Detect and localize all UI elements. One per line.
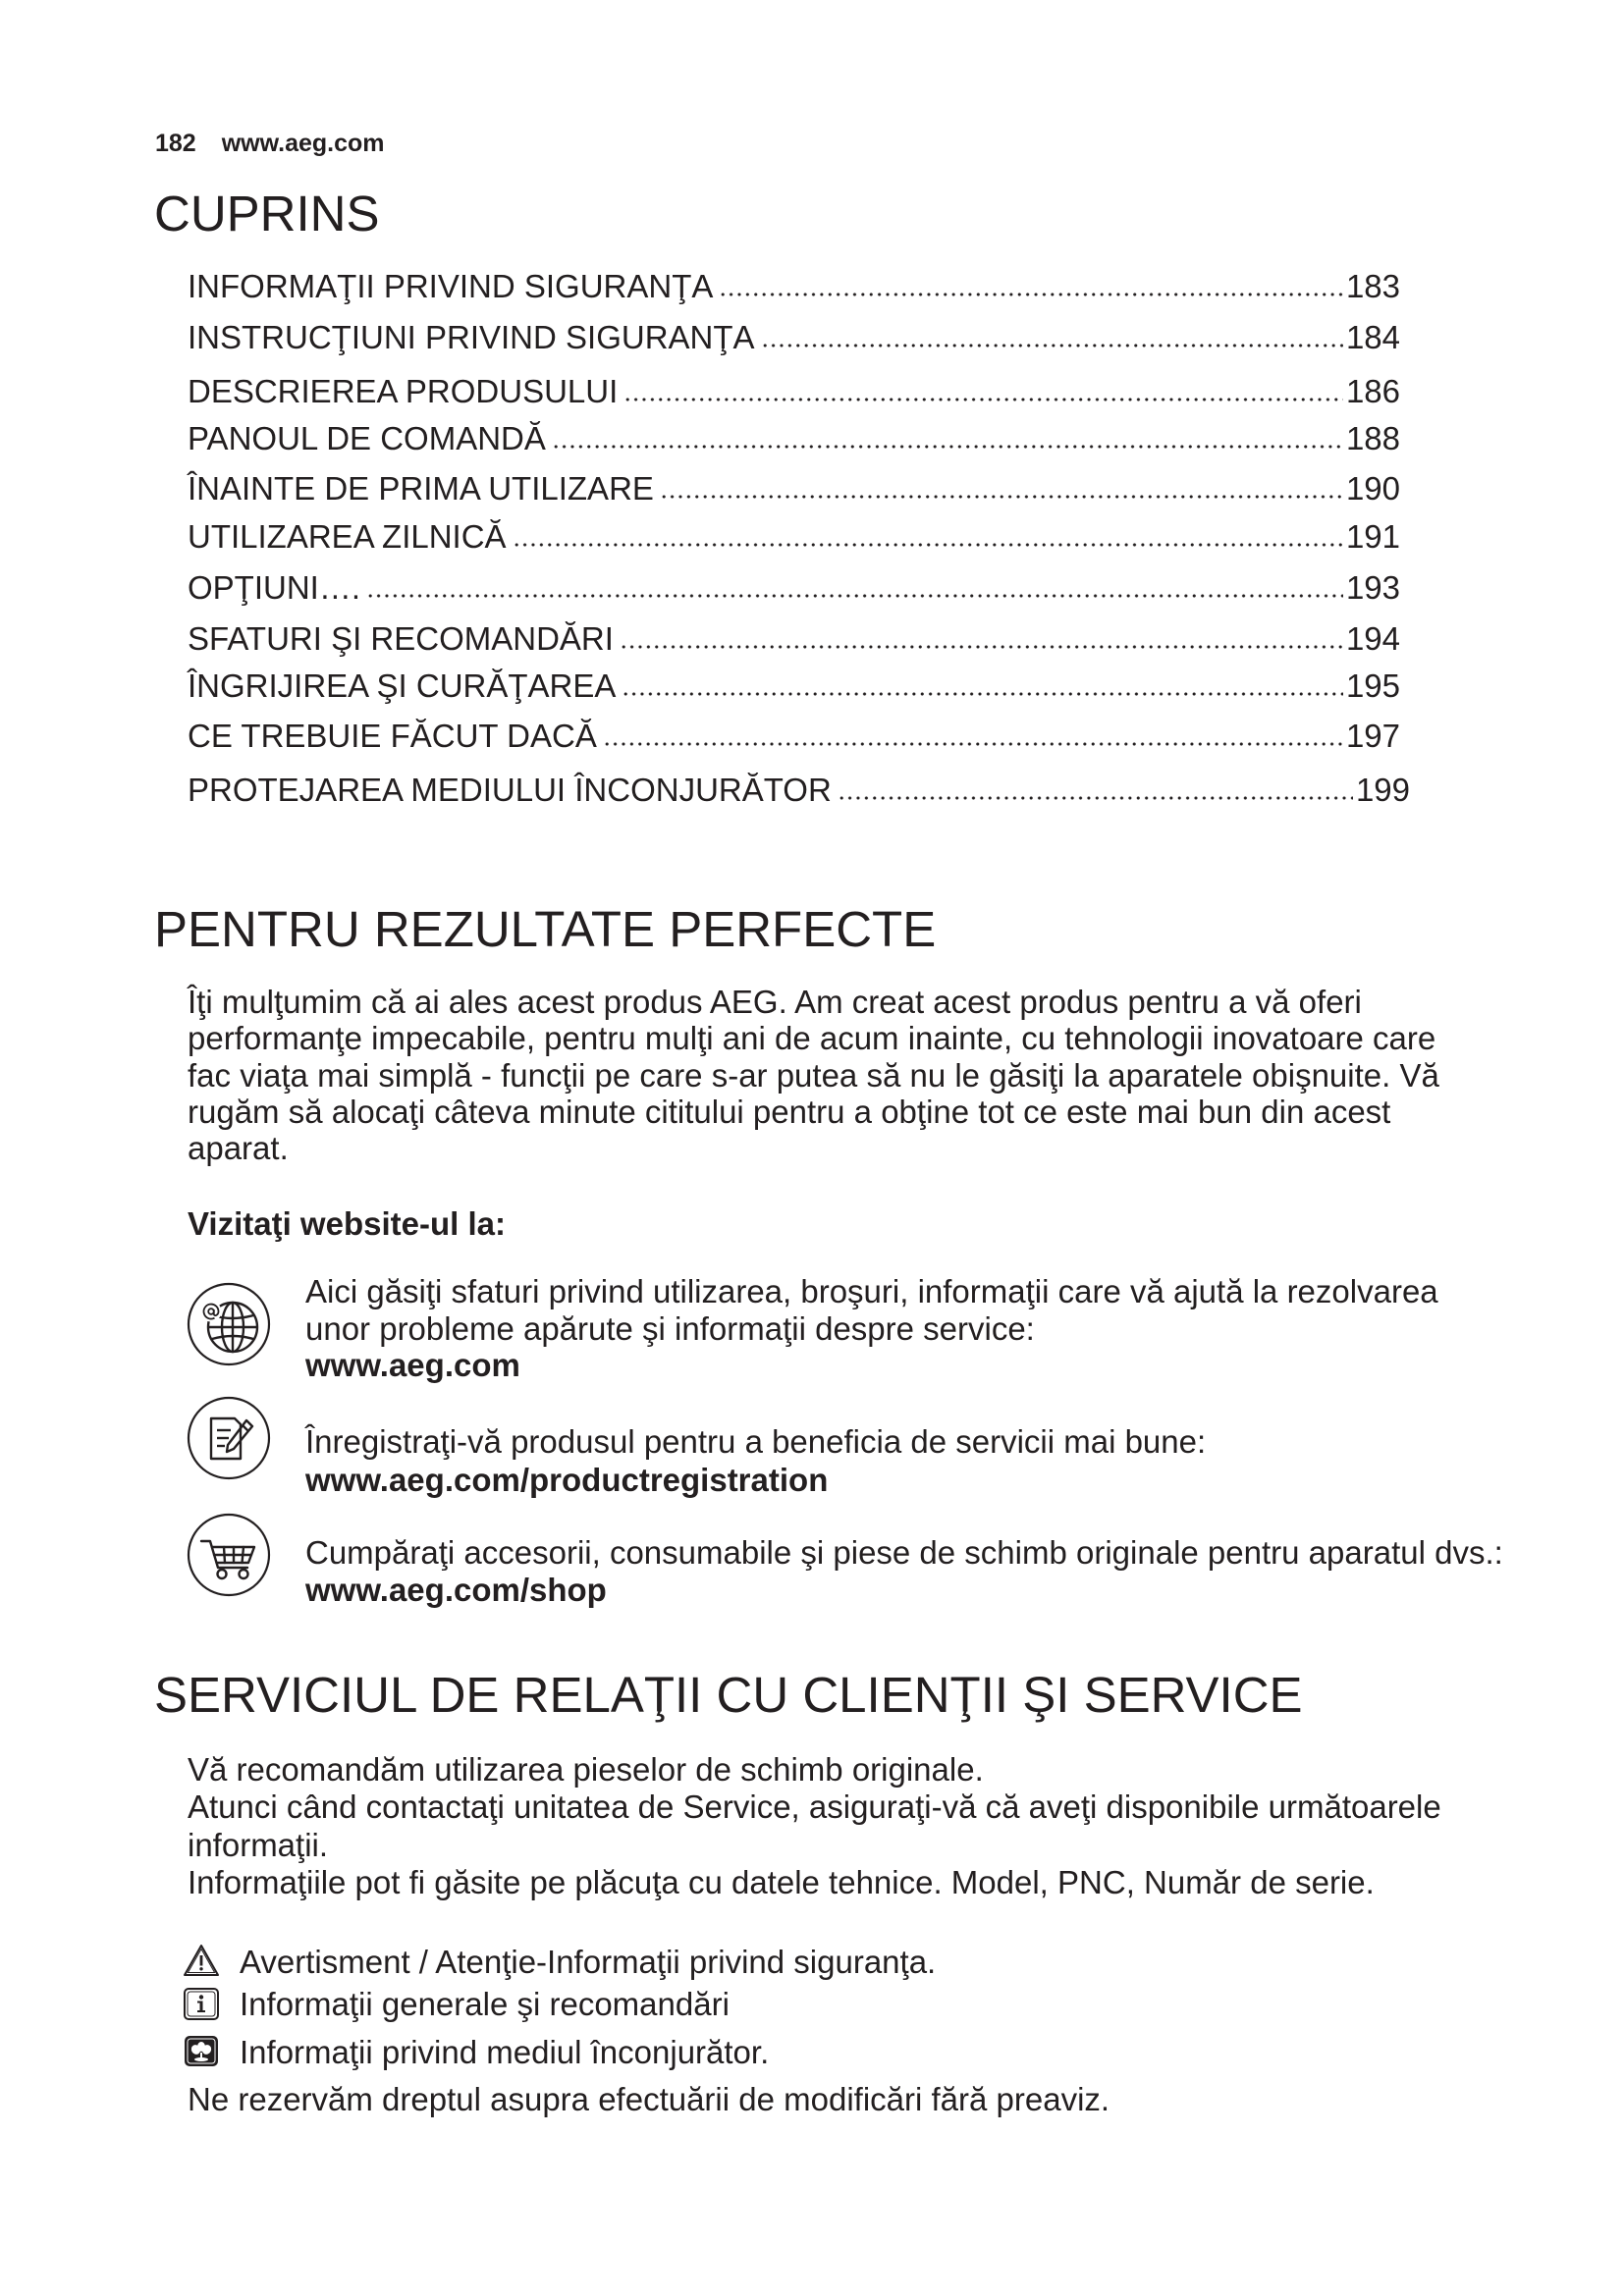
toc-entry-label: CE TREBUIE FĂCUT DACĂ [188, 718, 597, 754]
toc-dot-leader [660, 480, 1343, 500]
service-line: Informaţiile pot fi găsite pe plăcuţa cu datele tehnice. Model, PNC, Număr de serie. [188, 1863, 1375, 1900]
toc-entry-page: 191 [1345, 518, 1400, 555]
toc-entry[interactable] [188, 667, 1400, 706]
link-description-line: unor probleme apărute şi informaţii despre service: [305, 1309, 1035, 1347]
registration-form-icon [186, 1395, 272, 1481]
globe-icon [186, 1281, 272, 1367]
link-item-shop [305, 1534, 1503, 1609]
service-paragraph [188, 1751, 1441, 1901]
toc-entry-page: 197 [1345, 718, 1400, 754]
toc-entry[interactable] [188, 469, 1400, 508]
toc-entry[interactable] [188, 267, 1400, 306]
toc-dot-leader [552, 430, 1343, 450]
link-description-line: Cumpăraţi accesorii, consumabile şi piese de schimb originale pentru aparatul dvs.: [305, 1534, 1503, 1571]
toc-entry[interactable] [188, 517, 1400, 557]
footer-note: Ne rezervăm dreptul asupra efectuării de modificări fără preaviz. [188, 2081, 1110, 2117]
environment-icon [182, 2032, 221, 2071]
link-item-support [305, 1273, 1438, 1384]
toc-dot-leader [622, 677, 1343, 697]
legend-info-text: Informaţii generale şi recomandări [240, 1986, 730, 2022]
toc-dot-leader [366, 579, 1343, 599]
toc-entry[interactable] [188, 568, 1400, 608]
toc-entry-page: 199 [1355, 772, 1410, 808]
intro-line: Îţi mulţumim că ai ales acest produs AEG. Am creat acest produs pentru a vă oferi [188, 984, 1362, 1020]
toc-entry-page: 193 [1345, 569, 1400, 606]
toc-entry-label: ÎNGRIJIREA ŞI CURĂŢAREA [188, 667, 617, 704]
legend-environment-text: Informaţii privind mediul înconjurător. [240, 2034, 770, 2070]
intro-line: fac viaţa mai simplă - funcţii pe care s-ar putea să nu le găsiţi la aparatele obişnuite. Vă [188, 1056, 1439, 1094]
link-url[interactable]: www.aeg.com/productregistration [305, 1462, 829, 1498]
toc-entry-label: PANOUL DE COMANDĂ [188, 420, 546, 456]
shopping-cart-icon [186, 1512, 272, 1598]
toc-entry-label: OPŢIUNI…. [188, 569, 361, 606]
toc-entry-page: 195 [1345, 667, 1400, 704]
toc-dot-leader [761, 329, 1343, 348]
intro-title: PENTRU REZULTATE PERFECTE [154, 901, 937, 957]
intro-line: aparat. [188, 1130, 289, 1167]
toc-entry-label: PROTEJAREA MEDIULUI ÎNCONJURĂTOR [188, 772, 832, 808]
link-url[interactable]: www.aeg.com [305, 1347, 520, 1383]
toc-entry-label: INFORMAŢII PRIVIND SIGURANŢA [188, 268, 714, 304]
toc-entry[interactable] [188, 619, 1400, 659]
toc-entry-page: 186 [1345, 373, 1400, 409]
link-item-registration [305, 1422, 1206, 1499]
toc-entry[interactable] [188, 419, 1400, 458]
toc-dot-leader [620, 630, 1343, 650]
visit-label: Vizitaţi website-ul la: [188, 1205, 506, 1242]
toc-entry[interactable] [188, 318, 1400, 357]
intro-paragraph [188, 984, 1439, 1166]
toc-dot-leader [719, 278, 1343, 297]
intro-line: performanţe impecabile, pentru mulţi ani de acum inainte, cu tehnologii inovatoare care [188, 1020, 1436, 1057]
toc-dot-leader [838, 781, 1353, 801]
toc-entry-page: 184 [1345, 319, 1400, 355]
service-line: Atunci când contactaţi unitatea de Service, asiguraţi-vă că aveţi disponibile următoarele [188, 1789, 1441, 1826]
service-title: SERVICIUL DE RELAŢII CU CLIENŢII ŞI SERVICE [154, 1667, 1303, 1723]
page-header [155, 129, 385, 158]
toc-entry[interactable] [188, 717, 1400, 756]
toc-entry-page: 188 [1345, 420, 1400, 456]
toc-entry-label: ÎNAINTE DE PRIMA UTILIZARE [188, 470, 654, 507]
link-description-line: Înregistraţi-vă produsul pentru a beneficia de servicii mai bune: [305, 1423, 1207, 1460]
link-description-line: Aici găsiţi sfaturi privind utilizarea, broşuri, informaţii care vă ajută la rezolvarea [305, 1273, 1438, 1309]
toc-entry-page: 183 [1345, 268, 1400, 304]
toc-dot-leader [623, 383, 1343, 402]
toc-dot-leader [513, 528, 1343, 548]
service-line: Vă recomandăm utilizarea pieselor de schimb originale. [188, 1751, 984, 1788]
toc-entry-label: UTILIZAREA ZILNICĂ [188, 518, 507, 555]
legend-warning-text: Avertisment / Atenţie-Informaţii privind siguranţa. [240, 1944, 937, 1980]
toc-entry[interactable] [188, 771, 1410, 810]
intro-line: rugăm să alocaţi câteva minute cititului pentru a obţine tot ce este mai bun din acest [188, 1093, 1391, 1130]
warning-icon [182, 1942, 221, 1981]
toc-entry-page: 190 [1345, 470, 1400, 507]
toc-dot-leader [603, 727, 1343, 747]
toc-entry-label: SFATURI ŞI RECOMANDĂRI [188, 620, 614, 657]
toc-entry[interactable] [188, 372, 1400, 411]
toc-entry-label: DESCRIEREA PRODUSULUI [188, 373, 619, 409]
service-line: informaţii. [188, 1826, 329, 1863]
header-website[interactable]: www.aeg.com [221, 130, 385, 157]
info-icon [182, 1985, 221, 2024]
toc-entry-page: 194 [1345, 620, 1400, 657]
page-number: 182 [155, 130, 196, 157]
toc-title: CUPRINS [154, 186, 380, 241]
link-url[interactable]: www.aeg.com/shop [305, 1572, 607, 1608]
toc-entry-label: INSTRUCŢIUNI PRIVIND SIGURANŢA [188, 319, 755, 355]
